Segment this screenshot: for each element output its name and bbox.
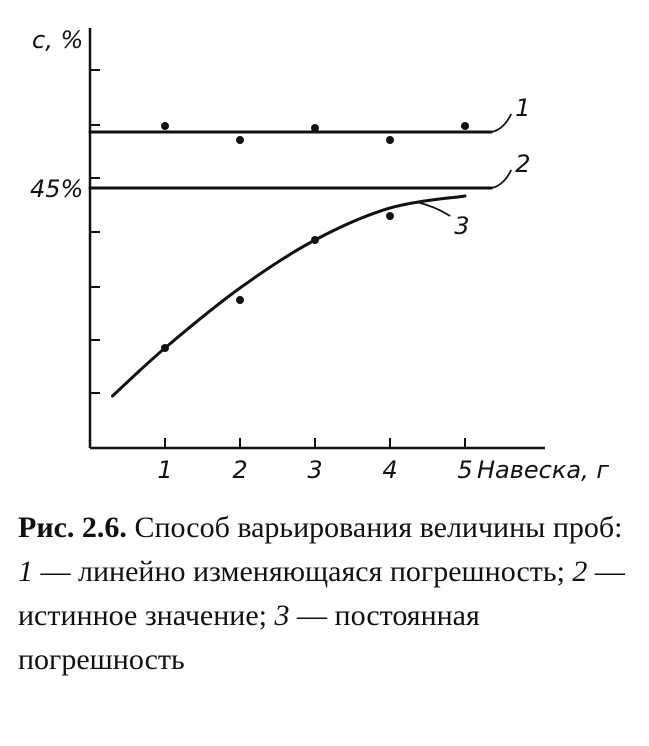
marker-3-3 — [311, 236, 319, 244]
caption-item-3-text: — постоянная погрешность — [18, 599, 480, 676]
x-tick-label-1: 1 — [157, 456, 173, 484]
marker-1-4 — [386, 136, 394, 144]
x-axis-label: Навеска, г — [477, 456, 609, 484]
caption-item-2-text: — истинное значение; — [18, 555, 625, 632]
curve-label-1: 1 — [515, 94, 531, 122]
marker-1-5 — [461, 122, 469, 130]
curve-label-3: 3 — [454, 212, 470, 240]
marker-1-3 — [311, 124, 319, 132]
y-tick-label-45: 45% — [30, 175, 84, 203]
caption-item-3-num: 3 — [274, 599, 290, 632]
marker-3-4 — [386, 212, 394, 220]
x-tick-label-2: 2 — [232, 456, 248, 484]
leader-line-3 — [416, 202, 450, 216]
caption-item-1-num: 1 — [18, 555, 33, 588]
marker-3-1 — [161, 344, 169, 352]
x-tick-label-4: 4 — [382, 456, 398, 484]
marker-3-2 — [236, 296, 244, 304]
figure-title: Способ варьирования величины проб: — [134, 511, 623, 544]
curve-label-2: 2 — [515, 150, 531, 178]
markers-group — [161, 122, 469, 352]
x-tick-label-3: 3 — [307, 456, 323, 484]
leader-line-2 — [491, 170, 511, 188]
caption-item-2-num: 2 — [572, 555, 588, 588]
figure-number: Рис. 2.6. — [18, 511, 127, 544]
leader-line-1 — [491, 114, 511, 132]
x-tick-label-5: 5 — [457, 456, 473, 484]
marker-1-2 — [236, 136, 244, 144]
caption-item-1-text: — линейно изменяющаяся погрешность; — [40, 555, 565, 588]
series-line-3 — [113, 196, 466, 396]
y-axis-label: c, % — [32, 26, 84, 54]
figure-caption — [18, 506, 630, 682]
marker-1-1 — [161, 122, 169, 130]
labels-group — [416, 94, 530, 240]
series-group — [90, 132, 491, 396]
